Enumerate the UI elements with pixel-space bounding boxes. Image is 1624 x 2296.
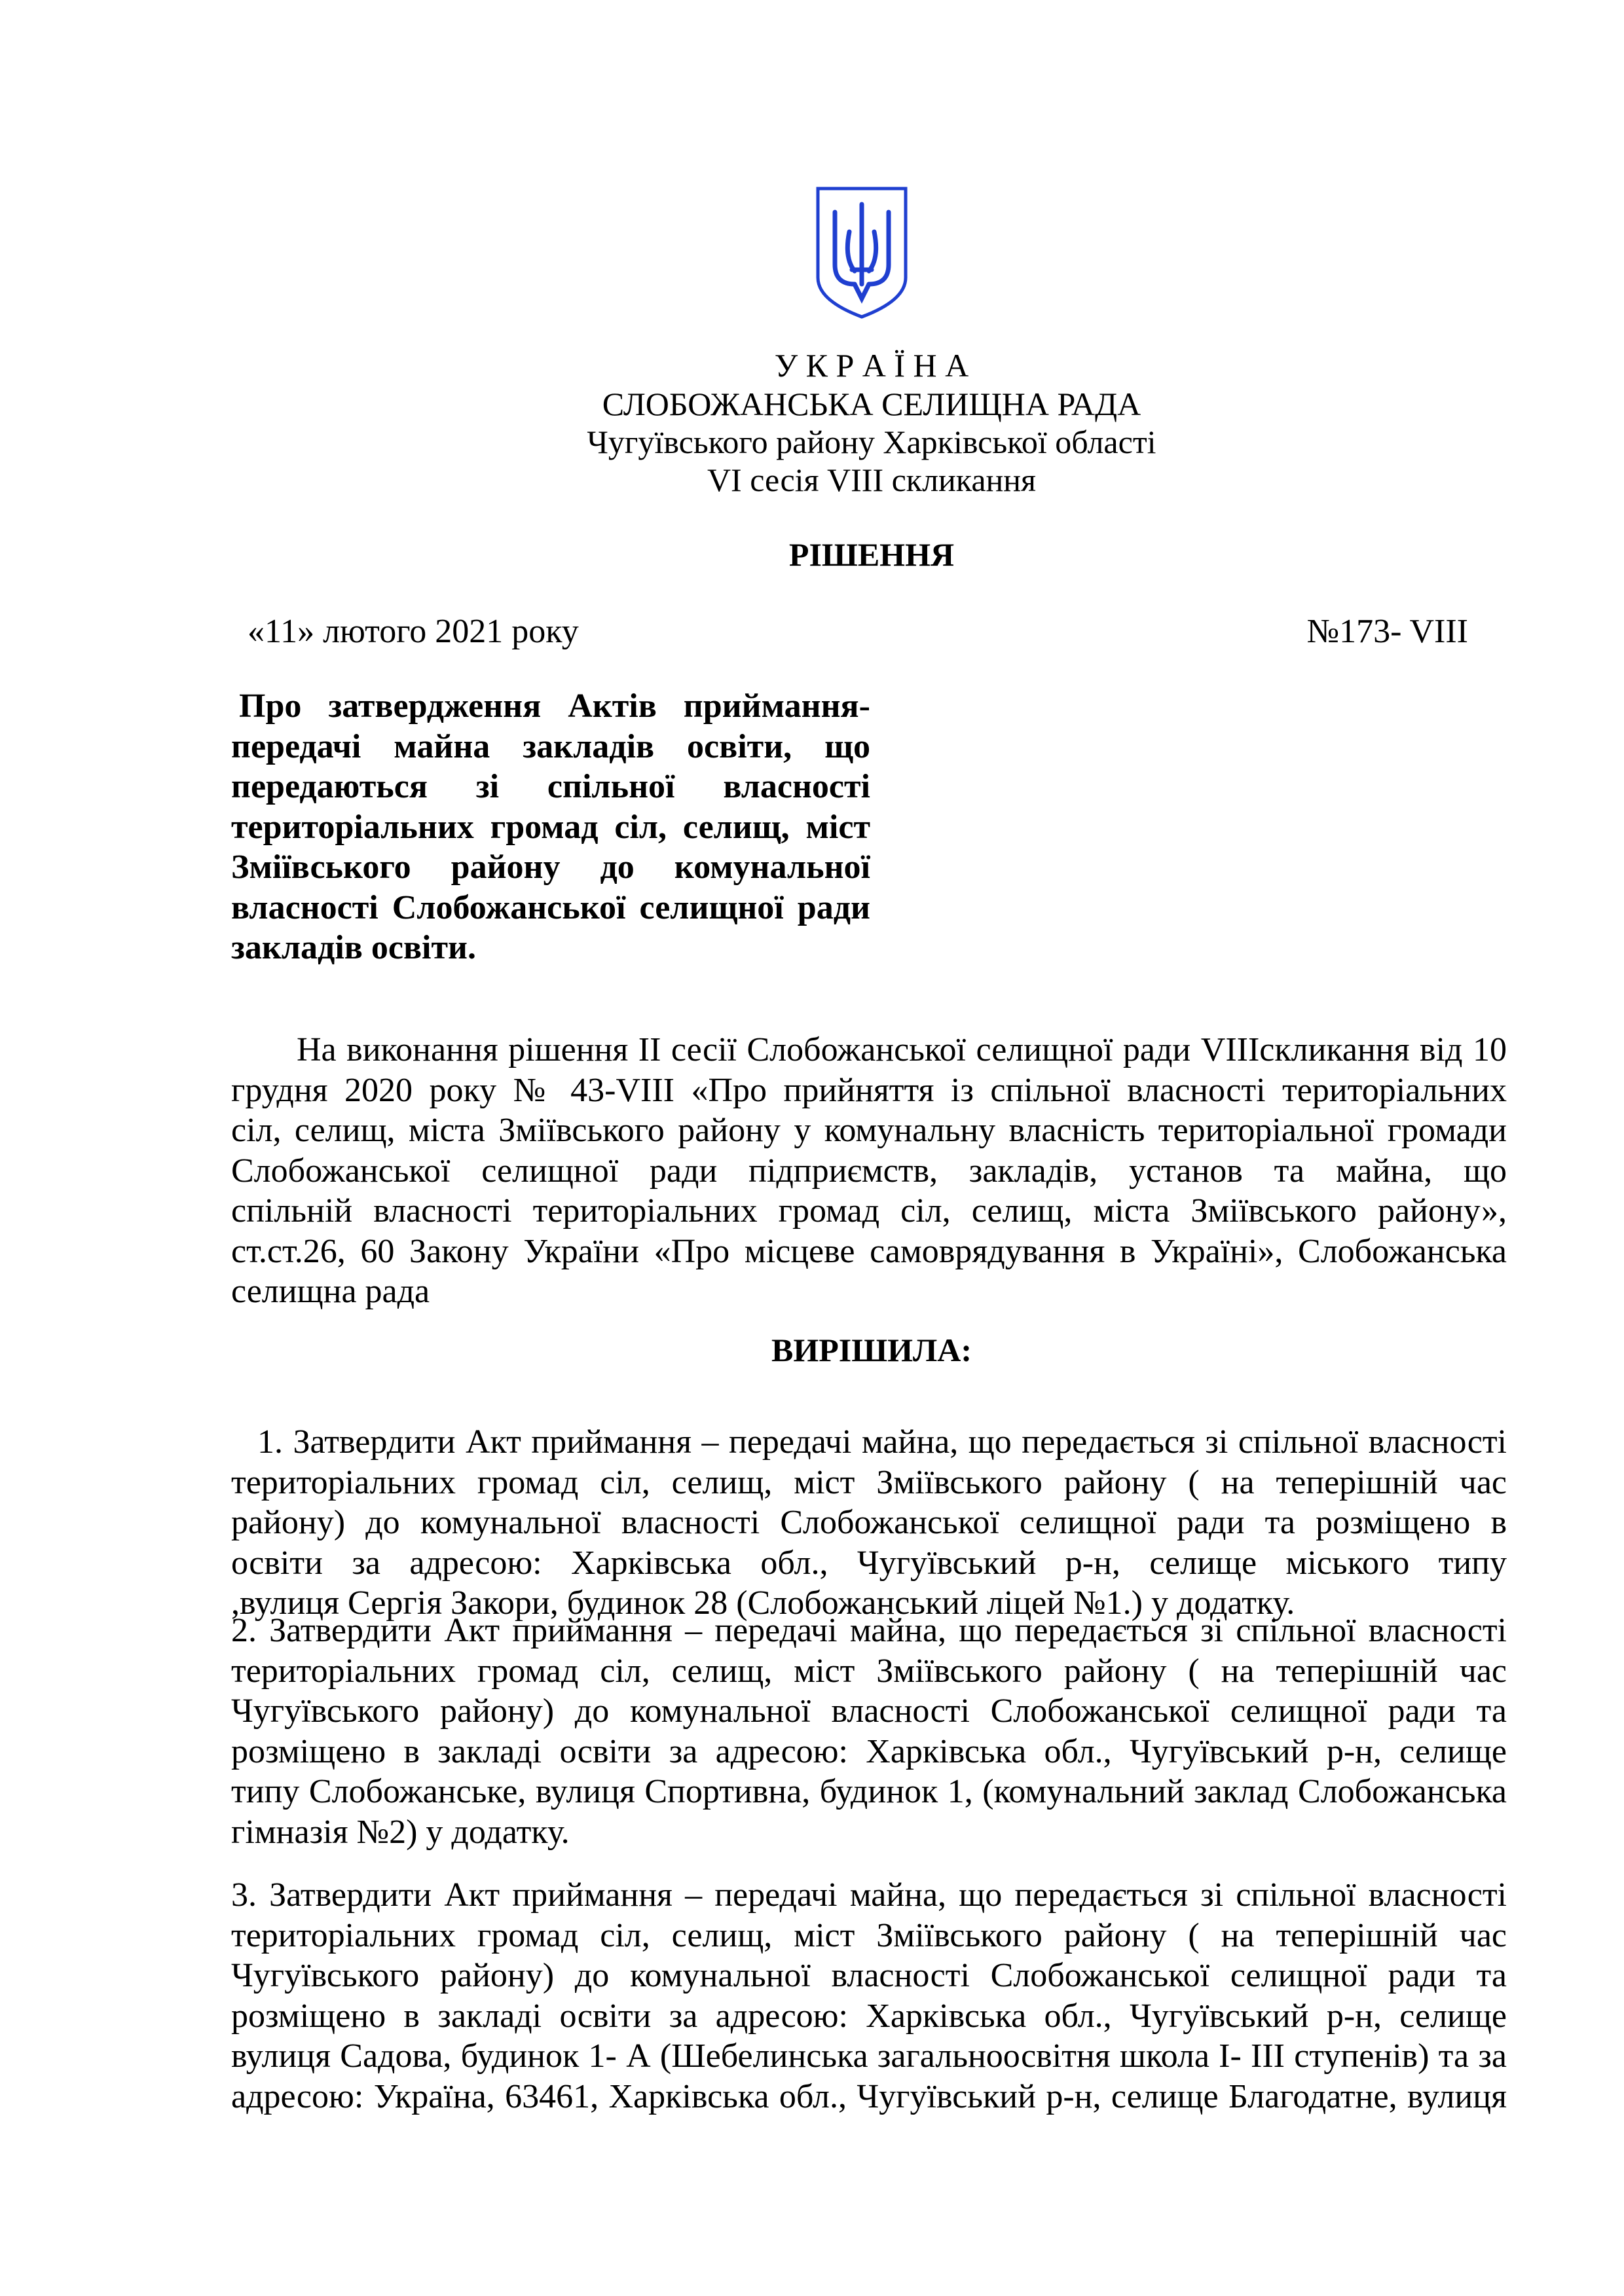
item-line: Чугуївського району) до комунальної власності Слобожанської селищної ради та xyxy=(231,1692,1507,1730)
item-line: освіти за адресою: Харківська обл., Чугуївський р-н, селище міського типу xyxy=(231,1544,1507,1582)
council-name: СЛОБОЖАНСЬКА СЕЛИЩНА РАДА xyxy=(602,386,1141,422)
item-line: адресою: Україна, 63461, Харківська обл., Чугуївський р-н, селище Благодатне, вулиця xyxy=(231,2077,1507,2115)
preamble-line: Слобожанської селищної ради підприємств, закладів, установ та майна, що xyxy=(231,1152,1507,1190)
subject-line: закладів освіти. xyxy=(231,929,476,966)
document-type: РІШЕННЯ xyxy=(788,536,955,573)
item-1 xyxy=(231,1422,1507,1624)
item-line: 2. Затвердити Акт приймання – передачі майна, що передається зі спільної власності xyxy=(231,1612,1507,1649)
item-line: Чугуївського району) до комунальної власності Слобожанської селищної ради та xyxy=(231,1957,1507,1994)
country-name: У К Р А Ї Н А xyxy=(774,347,969,384)
decision-subject xyxy=(231,686,870,968)
preamble-line: грудня 2020 року № 43-VIII «Про прийняття із спільної власності територіальних xyxy=(231,1071,1507,1109)
decided-heading: ВИРІШИЛА: xyxy=(771,1332,972,1368)
item-2 xyxy=(231,1611,1507,1852)
preamble xyxy=(231,1030,1507,1312)
item-line: 3. Затвердити Акт приймання – передачі майна, що передається зі спільної власності xyxy=(231,1876,1507,1914)
item-line: розміщено в закладі освіти за адресою: Харківська обл., Чугуївський р-н, селище xyxy=(231,1732,1507,1770)
item-3 xyxy=(231,1875,1507,2117)
subject-line: передачі майна закладів освіти, що xyxy=(231,727,870,765)
preamble-line: ст.ст.26, 60 Закону України «Про місцеве самоврядування в Україні», Слобожанська xyxy=(231,1232,1507,1270)
item-line: району) до комунальної власності Слобожанської селищної ради та розміщено в xyxy=(231,1504,1507,1541)
decision-number: №173- VIII xyxy=(1306,613,1468,650)
decision-date: «11» лютого 2021 року xyxy=(248,613,579,650)
subject-line: Про затвердження Актів приймання- xyxy=(239,687,870,725)
item-line: 1. Затвердити Акт приймання – передачі майна, що передається зі спільної власності xyxy=(257,1423,1507,1461)
preamble-line: селищна рада xyxy=(231,1273,430,1310)
item-line: гімназія №2) у додатку. xyxy=(231,1813,570,1851)
item-line: розміщено в закладі освіти за адресою: Харківська обл., Чугуївський р-н, селище xyxy=(231,1997,1507,2035)
preamble-line: сіл, селищ, міста Зміївського району у комунальну власність територіальної громади xyxy=(231,1112,1507,1149)
subject-line: територіальних громад сіл, селищ, міст xyxy=(231,808,870,846)
item-line: типу Слобожанське, вулиця Спортивна, будинок 1, (комунальний заклад Слобожанська xyxy=(231,1773,1507,1810)
item-line: територіальних громад сіл, селищ, міст Зміївського району ( на теперішній час xyxy=(231,1916,1507,1954)
coat-of-arms-icon xyxy=(815,186,908,319)
district-name: Чугуївського району Харківської області xyxy=(587,424,1156,460)
preamble-line: На виконання рішення ІІ сесії Слобожанської селищної ради VIIIскликання від 10 xyxy=(297,1031,1507,1068)
session-info: VI сесія VIII скликання xyxy=(707,462,1037,498)
item-line: територіальних громад сіл, селищ, міст Зміївського району ( на теперішній час xyxy=(231,1463,1507,1501)
subject-line: передаються зі спільної власності xyxy=(231,768,870,805)
item-line: територіальних громад сіл, селищ, міст Зміївського району ( на теперішній час xyxy=(231,1652,1507,1690)
item-line: вулиця Садова, будинок 1- А (Шебелинська загальноосвітня школа І- ІІІ ступенів) та за xyxy=(231,2037,1507,2075)
preamble-line: спільній власності територіальних громад сіл, селищ, міста Зміївського району», xyxy=(231,1192,1507,1230)
subject-line: власності Слобожанської селищної ради xyxy=(231,888,870,926)
subject-line: Зміївського району до комунальної xyxy=(231,848,870,886)
item-line: ,вулиця Сергія Закори, будинок 28 (Слобожанський ліцей №1.) у додатку. xyxy=(231,1584,1295,1622)
